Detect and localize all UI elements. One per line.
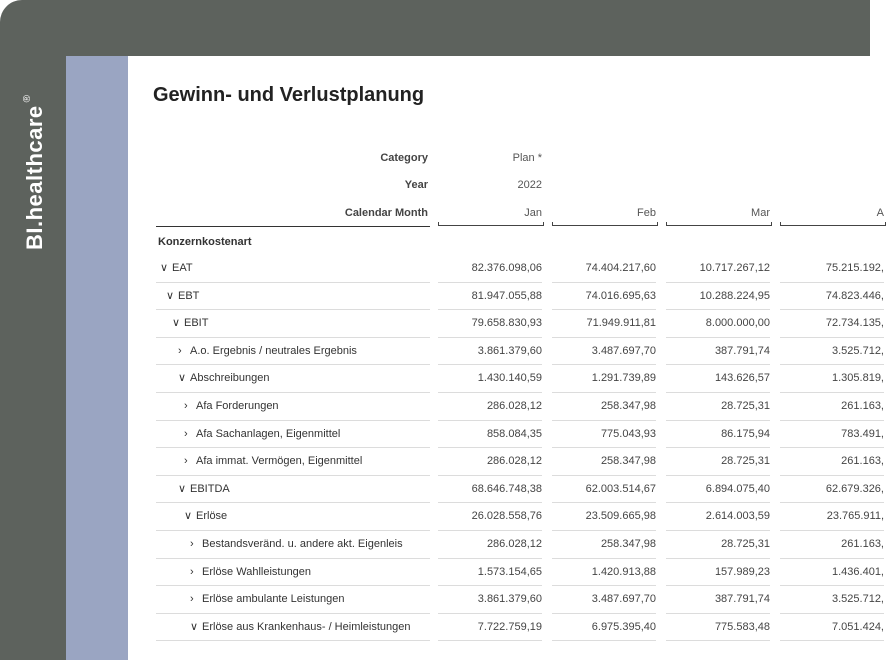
cell-separator <box>438 640 542 641</box>
cell-mar[interactable]: 8.000.000,00 <box>705 317 770 330</box>
column-header-bar <box>666 222 772 226</box>
row-label[interactable] <box>184 448 362 476</box>
cell-feb[interactable]: 258.347,98 <box>600 455 656 468</box>
cell-mar[interactable]: 143.626,57 <box>714 372 770 385</box>
cell-apr[interactable]: 1.436.401, <box>832 565 884 578</box>
cell-apr[interactable]: 783.491, <box>841 427 884 440</box>
chevron-down-icon[interactable]: ∨ <box>172 317 181 330</box>
cell-apr[interactable]: 261.163, <box>841 400 884 412</box>
month-header-mar[interactable]: Mar <box>751 207 770 219</box>
cell-jan[interactable]: 858.084,35 <box>486 427 542 440</box>
column-header-bar <box>780 222 886 226</box>
chevron-down-icon[interactable]: ∨ <box>178 482 187 495</box>
cell-mar[interactable]: 10.288.224,95 <box>699 289 770 302</box>
sidebar <box>66 56 128 660</box>
table-row[interactable] <box>156 614 884 642</box>
cell-apr[interactable]: 3.525.712, <box>832 593 884 606</box>
column-header-bar <box>438 222 544 226</box>
calendar-month-label: Calendar Month <box>344 207 428 219</box>
cell-mar[interactable]: 2.614.003,59 <box>705 510 770 523</box>
chevron-down-icon[interactable]: ∨ <box>190 620 199 633</box>
cell-mar[interactable]: 387.791,74 <box>714 593 770 606</box>
cell-mar[interactable]: 6.894.075,40 <box>705 482 770 495</box>
cell-feb[interactable]: 258.347,98 <box>600 400 656 412</box>
table-row[interactable] <box>156 393 884 421</box>
column-header-bar <box>552 222 658 226</box>
cell-jan[interactable]: 3.861.379,60 <box>477 344 542 357</box>
header-divider <box>156 226 430 227</box>
table-row[interactable] <box>156 310 884 338</box>
cell-apr[interactable]: 75.215.192, <box>825 262 884 274</box>
cell-feb[interactable]: 1.291.739,89 <box>591 372 656 385</box>
cell-apr[interactable]: 261.163, <box>841 455 884 468</box>
cell-mar[interactable]: 86.175,94 <box>721 427 770 440</box>
month-header-jan[interactable]: Jan <box>524 207 542 219</box>
table-row[interactable] <box>156 531 884 559</box>
cell-apr[interactable]: 23.765.911, <box>826 510 884 523</box>
row-label[interactable] <box>190 559 311 587</box>
table-row[interactable] <box>156 503 884 531</box>
row-label-text: Afa immat. Vermögen, Eigenmittel <box>196 455 363 468</box>
cell-feb[interactable]: 3.487.697,70 <box>591 593 656 606</box>
cell-mar[interactable]: 10.717.267,12 <box>699 262 770 274</box>
row-label[interactable] <box>178 476 230 504</box>
cell-apr[interactable]: 74.823.446, <box>825 289 884 302</box>
row-label-text: EBIT <box>184 317 209 330</box>
row-label-text: Erlöse <box>196 510 228 523</box>
cell-mar[interactable]: 387.791,74 <box>714 344 770 357</box>
cell-mar[interactable]: 157.989,23 <box>714 565 770 578</box>
row-label[interactable] <box>172 310 208 338</box>
table-row[interactable] <box>156 586 884 614</box>
row-dimension-label: Konzernkostenart <box>158 236 252 248</box>
cell-apr[interactable]: 1.305.819, <box>832 372 884 385</box>
cell-jan[interactable]: 26.028.558,76 <box>471 510 542 523</box>
cell-apr[interactable]: 62.679.326, <box>825 482 884 495</box>
cell-feb[interactable]: 1.420.913,88 <box>591 565 656 578</box>
row-label-text: Erlöse Wahlleistungen <box>202 565 312 578</box>
row-label-text: Erlöse aus Krankenhaus- / Heimleistungen <box>202 620 411 633</box>
cell-mar[interactable]: 28.725,31 <box>721 538 770 550</box>
cell-feb[interactable]: 6.975.395,40 <box>591 620 656 633</box>
cell-jan[interactable]: 82.376.098,06 <box>471 262 542 274</box>
chevron-right-icon[interactable]: › <box>184 455 188 468</box>
month-header-apr[interactable]: A <box>876 207 884 219</box>
chevron-down-icon[interactable]: ∨ <box>166 289 175 302</box>
cell-apr[interactable]: 72.734.135, <box>825 317 884 330</box>
cell-feb[interactable]: 3.487.697,70 <box>591 344 656 357</box>
chevron-down-icon[interactable]: ∨ <box>184 510 193 523</box>
chevron-right-icon[interactable]: › <box>190 565 194 578</box>
row-label[interactable] <box>166 283 199 311</box>
cell-feb[interactable]: 74.016.695,63 <box>585 289 656 302</box>
row-label-text: Abschreibungen <box>190 372 270 385</box>
row-label[interactable] <box>160 255 193 283</box>
cell-separator <box>780 640 884 641</box>
row-label[interactable] <box>184 393 279 421</box>
cell-feb[interactable]: 74.404.217,60 <box>585 262 656 274</box>
cell-jan[interactable]: 3.861.379,60 <box>477 593 542 606</box>
cell-feb[interactable]: 71.949.911,81 <box>586 317 656 330</box>
cell-feb[interactable]: 775.043,93 <box>600 427 656 440</box>
chevron-right-icon[interactable]: › <box>184 400 188 412</box>
chevron-right-icon[interactable]: › <box>178 344 182 357</box>
row-label[interactable] <box>178 338 357 366</box>
chevron-down-icon[interactable]: ∨ <box>160 262 169 274</box>
row-label-text: EBITDA <box>190 482 230 495</box>
page-title: Gewinn- und Verlustplanung <box>153 84 425 106</box>
category-label: Category <box>380 152 428 164</box>
row-label-text: Afa Forderungen <box>196 400 279 412</box>
row-label[interactable] <box>184 503 227 531</box>
cell-feb[interactable]: 258.347,98 <box>600 538 656 550</box>
brand-name: BI.healthcare <box>22 105 47 250</box>
cell-jan[interactable]: 68.646.748,38 <box>471 482 542 495</box>
cell-jan[interactable]: 286.028,12 <box>486 455 542 468</box>
cell-jan[interactable]: 1.430.140,59 <box>477 372 542 385</box>
row-label-text: Erlöse ambulante Leistungen <box>202 593 345 606</box>
table-row[interactable] <box>156 365 884 393</box>
category-value[interactable]: Plan * <box>512 152 542 164</box>
row-separator <box>156 640 430 641</box>
cell-jan[interactable]: 286.028,12 <box>486 400 542 412</box>
table-row[interactable] <box>156 476 884 504</box>
row-label-text: Bestandsveränd. u. andere akt. Eigenleis <box>202 538 403 550</box>
cell-jan[interactable]: 1.573.154,65 <box>477 565 542 578</box>
cell-feb[interactable]: 62.003.514,67 <box>585 482 656 495</box>
year-value[interactable]: 2022 <box>517 179 542 191</box>
cell-jan[interactable]: 7.722.759,19 <box>477 620 542 633</box>
cell-jan[interactable]: 79.658.830,93 <box>471 317 542 330</box>
cell-mar[interactable]: 28.725,31 <box>721 400 770 412</box>
brand-logo <box>22 94 48 250</box>
row-label-text: EBT <box>178 289 200 302</box>
brand-registered-mark: ® <box>22 94 33 103</box>
cell-mar[interactable]: 28.725,31 <box>721 455 770 468</box>
row-label[interactable] <box>178 365 270 393</box>
chevron-down-icon[interactable]: ∨ <box>178 372 187 385</box>
row-label[interactable] <box>190 614 411 642</box>
chevron-right-icon[interactable]: › <box>184 427 188 440</box>
table-row[interactable] <box>156 338 884 366</box>
cell-mar[interactable]: 775.583,48 <box>714 620 770 633</box>
chevron-right-icon[interactable]: › <box>190 593 194 606</box>
chevron-right-icon[interactable]: › <box>190 538 194 550</box>
year-label: Year <box>404 179 428 191</box>
month-header-feb[interactable]: Feb <box>637 207 656 219</box>
cell-feb[interactable]: 23.509.665,98 <box>585 510 656 523</box>
row-label-text: EAT <box>172 262 193 274</box>
table-row[interactable] <box>156 559 884 587</box>
report-panel <box>128 56 884 660</box>
row-label[interactable] <box>190 586 344 614</box>
row-label[interactable] <box>190 531 403 559</box>
cell-apr[interactable]: 261.163, <box>841 538 884 550</box>
cell-separator <box>666 640 770 641</box>
cell-apr[interactable]: 7.051.424, <box>832 620 884 633</box>
table-row[interactable] <box>156 255 884 283</box>
row-label-text: A.o. Ergebnis / neutrales Ergebnis <box>190 344 357 357</box>
cell-jan[interactable]: 81.947.055,88 <box>471 289 542 302</box>
cell-separator <box>552 640 656 641</box>
cell-jan[interactable]: 286.028,12 <box>486 538 542 550</box>
row-label[interactable] <box>184 421 340 449</box>
table-row[interactable] <box>156 283 884 311</box>
table-row[interactable] <box>156 448 884 476</box>
cell-apr[interactable]: 3.525.712, <box>832 344 884 357</box>
table-row[interactable] <box>156 421 884 449</box>
row-label-text: Afa Sachanlagen, Eigenmittel <box>196 427 341 440</box>
